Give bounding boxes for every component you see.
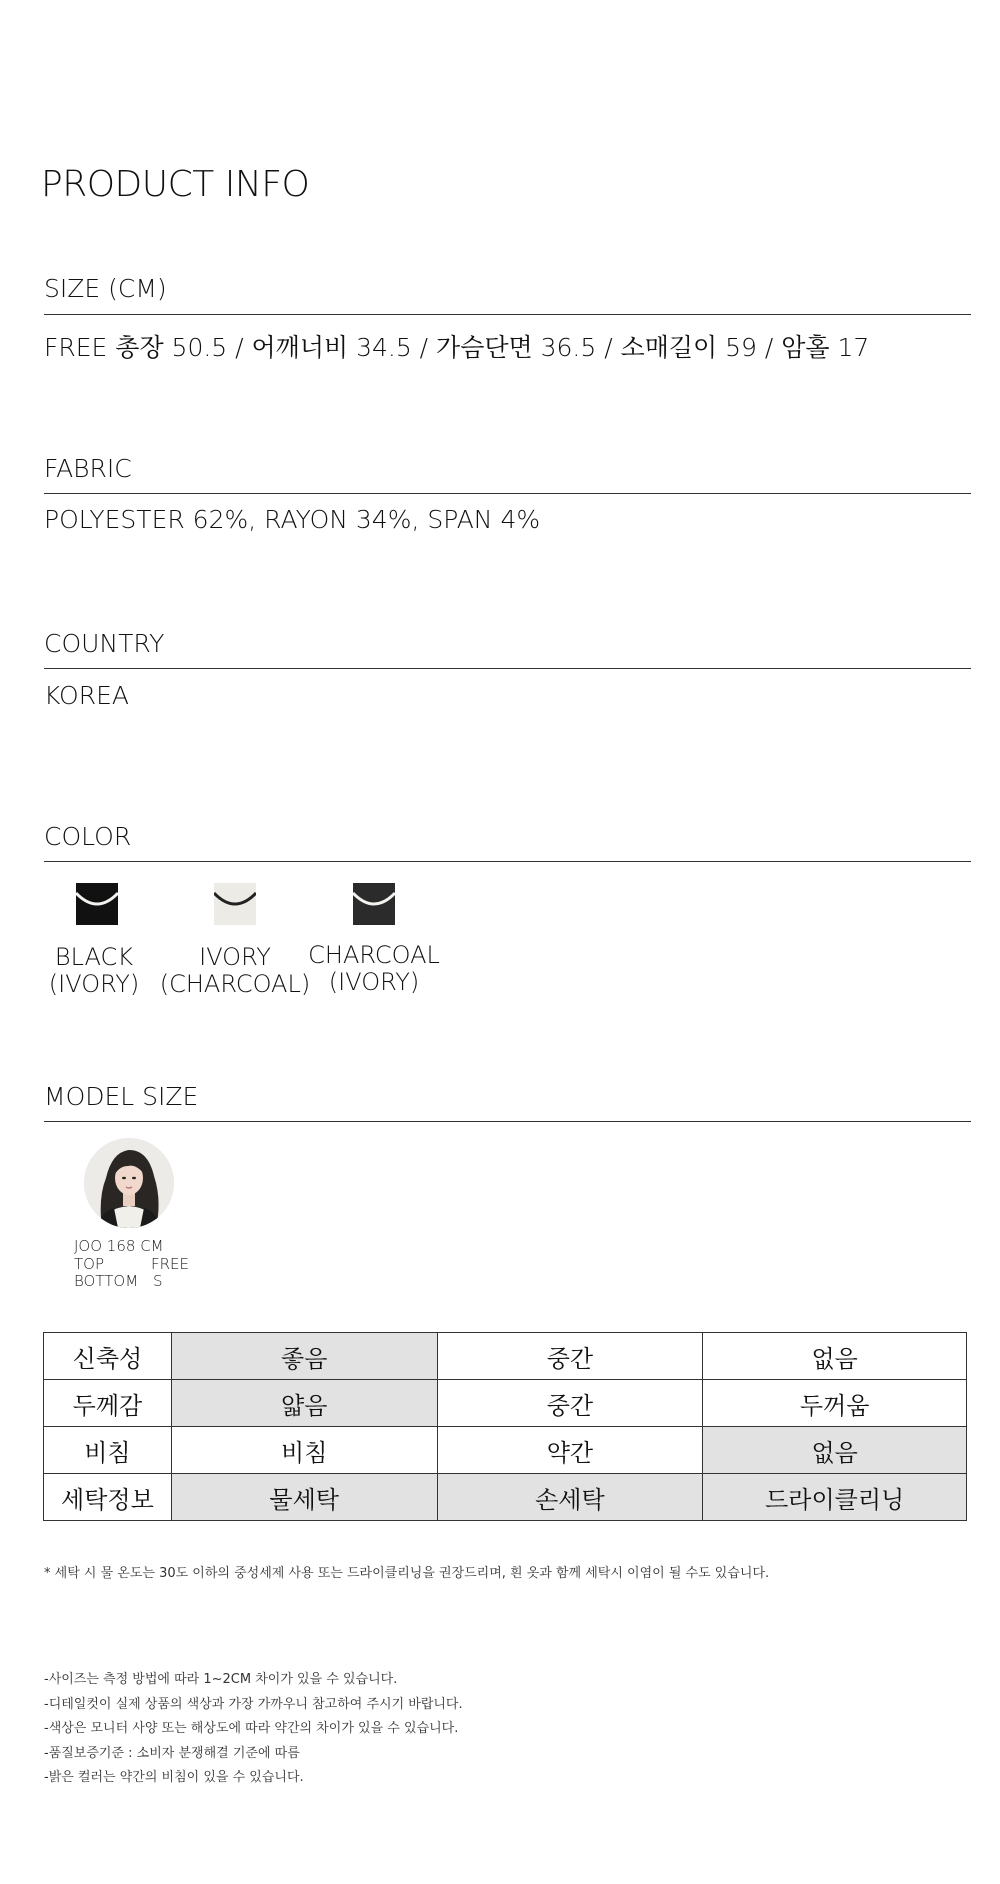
country-value: KOREA bbox=[44, 681, 129, 710]
fabric-spec-table bbox=[43, 1332, 967, 1521]
color-section-label: COLOR bbox=[44, 822, 132, 851]
row-header-stretch: 신축성 bbox=[44, 1333, 172, 1380]
table-cell: 좋음 bbox=[171, 1333, 437, 1380]
row-header-thickness: 두께감 bbox=[44, 1380, 172, 1427]
model-size-divider bbox=[44, 1121, 971, 1122]
list-item: -품질보증기준 : 소비자 분쟁해결 기준에 따름 bbox=[44, 1745, 300, 1761]
model-height: JOO 168 CM bbox=[74, 1237, 164, 1255]
color-swatch-black[interactable] bbox=[76, 883, 118, 925]
table-cell: 약간 bbox=[437, 1427, 703, 1474]
page-title: PRODUCT INFO bbox=[41, 164, 310, 205]
swatch-charcoal-icon bbox=[353, 883, 395, 925]
model-avatar bbox=[84, 1138, 174, 1228]
model-bottom-value: S bbox=[153, 1272, 163, 1290]
color-divider bbox=[44, 861, 971, 862]
notes-list bbox=[44, 1668, 463, 1791]
swatch-label-black: BLACK (IVORY) bbox=[48, 943, 140, 998]
model-top-label: TOP bbox=[74, 1255, 105, 1273]
country-divider bbox=[44, 668, 971, 669]
size-section-label: SIZE (CM) bbox=[44, 274, 167, 303]
list-item: -사이즈는 측정 방법에 따라 1~2CM 차이가 있을 수 있습니다. bbox=[44, 1672, 398, 1687]
fabric-divider bbox=[44, 493, 971, 494]
model-top-value: FREE bbox=[151, 1255, 190, 1273]
color-swatch-ivory[interactable] bbox=[214, 883, 256, 925]
table-cell: 손세탁 bbox=[437, 1474, 703, 1521]
model-portrait-icon bbox=[84, 1138, 174, 1228]
table-row-washing bbox=[44, 1474, 967, 1521]
table-cell: 두꺼움 bbox=[703, 1380, 967, 1427]
table-row-sheerness bbox=[44, 1427, 967, 1474]
table-cell: 물세탁 bbox=[171, 1474, 437, 1521]
swatch-ivory-icon bbox=[214, 883, 256, 925]
table-cell: 드라이클리닝 bbox=[703, 1474, 967, 1521]
list-item: -밝은 컬러는 약간의 비침이 있을 수 있습니다. bbox=[44, 1770, 304, 1785]
table-cell: 중간 bbox=[437, 1380, 703, 1427]
swatch-label-charcoal: CHARCOAL (IVORY) bbox=[308, 941, 440, 996]
wash-note: * 세탁 시 물 온도는 30도 이하의 중성세제 사용 또는 드라이클리닝을 권장드리며, 흰 옷과 함께 세탁시 이염이 될 수도 있습니다. bbox=[44, 1566, 770, 1581]
model-size-section-label: MODEL SIZE bbox=[44, 1082, 199, 1111]
table-cell: 얇음 bbox=[171, 1380, 437, 1427]
country-section-label: COUNTRY bbox=[44, 629, 165, 658]
color-swatch-charcoal[interactable] bbox=[353, 883, 395, 925]
swatch-black-icon bbox=[76, 883, 118, 925]
size-value: FREE 총장 50.5 / 어깨너비 34.5 / 가슴단면 36.5 / 소매길이 59 / 암홀 17 bbox=[44, 333, 870, 362]
table-cell: 중간 bbox=[437, 1333, 703, 1380]
table-cell: 없음 bbox=[703, 1427, 967, 1474]
list-item: -디테일컷이 실제 상품의 색상과 가장 가까우니 참고하여 주시기 바랍니다. bbox=[44, 1696, 463, 1712]
fabric-value: POLYESTER 62%, RAYON 34%, SPAN 4% bbox=[44, 505, 541, 534]
table-row-stretch bbox=[44, 1333, 967, 1380]
model-bottom-label: BOTTOM bbox=[74, 1272, 139, 1290]
table-cell: 비침 bbox=[171, 1427, 437, 1474]
list-item: -색상은 모니터 사양 또는 해상도에 따라 약간의 차이가 있을 수 있습니다. bbox=[44, 1721, 459, 1736]
table-cell: 없음 bbox=[703, 1333, 967, 1380]
row-header-sheerness: 비침 bbox=[44, 1427, 172, 1474]
swatch-label-ivory: IVORY (CHARCOAL) bbox=[159, 943, 311, 998]
fabric-section-label: FABRIC bbox=[44, 454, 132, 483]
table-row-thickness bbox=[44, 1380, 967, 1427]
size-divider bbox=[44, 314, 971, 315]
row-header-washing: 세탁정보 bbox=[44, 1474, 172, 1521]
